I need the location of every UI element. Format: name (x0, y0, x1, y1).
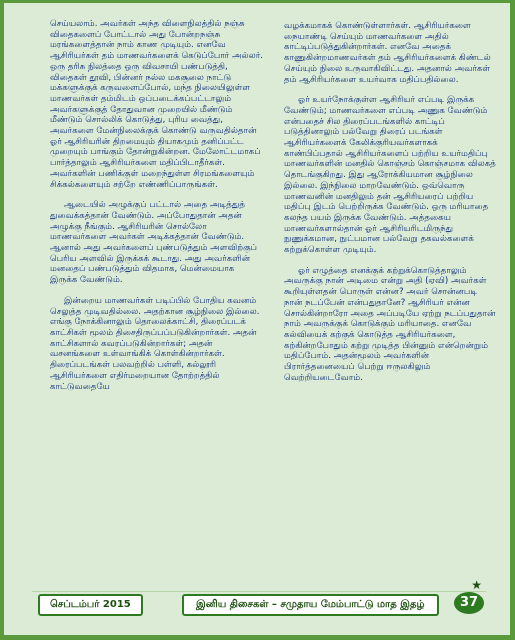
paragraph: செய்யலாம். அவர்கள் அந்த விளைநிலத்தில் நஞ்சு விதைகளைப் போட்டால் அது போன்றநஞ்சு மரங்களைத்தான் நாம் காண முடியும். எனவே ஆசிரியர்கள் தம் மாணவர்களைக் கெடுப்போர் அல்லர். ஒரு தரிசு நிலத்தை ஒரு விவசாயி பண்படுத்தி, விதைகள் தூவி, பின்னர் நல்ல மகசூலை நாட்டு மக்களுக்குக் கருவளைப்போல், மந்த நிலையிலுள்ள மாணவர்கள் தம்மிடம் ஒப்படைக்கப்பட்டாலும் அவர்களுக்குத் தோதுவான முறையில் மீண்டும் மீண்டும் சொல்லிக் கொடுத்து, புரிய வைத்து, அவர்களை மேன்நிலைக்குக் கொண்டு வருவதில்தான் ஓர் ஆசிரியரின் திறமையும் தியாகமும் தனிப்பட்ட முறையும் பாங்கும் தோன்றுகின்றன. மேலோட்டமாகப் பார்த்தாலும் ஆசிரியர்களை மதிப்பிடாதீர்கள். அவர்களின் பணிக்குள் மறைந்துள்ள சிரமங்களையும் சிக்கல்களையும் சற்றே எண்ணிப்பாருங்கள். (50, 19, 264, 190)
paragraph: ஓர் உயர்நோக்குள்ள ஆசிரியர் எப்படி இருக்க வேண்டும்; மாணவர்களை எப்படி அணுக வேண்டும் என்பதைச் சில திரைப்படங்களில் காட்டிப் படுத்தினாலும் பல்வேறு திரைப் படங்கள் ஆசிரியர்களைக் கேலிக்குரியவர்களாகக் காண்பிப்பதால் ஆசிரியர்களைப் பற்றிய உயர்மதிப்பு மாணவர்களின் மனதில் கொஞ்சம் கொஞ்சமாக விலகத் தொடங்குகிறது. இது ஆரோக்கியமான சூழ்நிலை இல்லை. இந்நிலை மாறவேண்டும். ஒவ்வொரு மாணவனின் மனதிலும் தன் ஆசிரியரைப் பற்றிய மதிப்பு இடம் பெற்றிருக்க வேண்டும். ஒரு மரியாதை கலந்த பயம் இருக்க வேண்டும். அத்தகைய மாணவர்களால்தான் ஓர் ஆசிரியரிடமிருந்து நுணுக்கமான, நுட்பமான பல்வேறு தகவல்களைக் கற்றுக்கொள்ள முடியும். (284, 95, 496, 256)
right-column (284, 21, 498, 394)
paragraph: ஓர் எழுத்தை எனக்குக் கற்றுக்கொடுத்தாலும் அவருக்கு நான் அடிமை என்று அதி (ஏவி) அவர்கள் கூறியுள்ளதன் பொருள் என்ன? அவர் சொன்னபடி நான் நடப்பேன் என்பதுதானே? ஆசிரியர் என்ன சொல்கின்றாரோ அதை அப்படியே ஏற்று நடப்பதுதான் நாம் அவருக்குக் கொடுக்கும் மரியாதை. எனவே கல்வியைக் கற்குக் கொடுத்த ஆசிரியர்களை, கற்கின்றபோதும் கற்று முடித்த பின்னும் என்றென்றும் மதிப்போம். அதன்மூலம் அவர்களின் பிரார்த்தனையைப் பெற்று ஈருலகிலும் வெற்றியடைவோம். (284, 265, 496, 383)
left-column (50, 19, 264, 402)
paragraph: வழக்கமாகக் கொண்டுள்ளார்கள். ஆசிரியர்களை நையாண்டி செய்யும் மாணவர்களை அதில் காட்டிப்படுத்துகின்றார்கள். எனவே அதைக் காணுகின்றமாணவர்கள் தம் ஆசிரியர்களைக் கிண்டல் செய்யும் நிலை உருவாகிவிட்டது. அதனால் அவர்கள் தம் ஆசிரியர்களை உயர்வாக மதிப்பதில்லை. (284, 21, 491, 85)
magazine-page (4, 3, 510, 635)
page-footer (32, 578, 486, 614)
paragraph: ஆடையில் அழுக்குப் பட்டால் அதை அடித்துத் துவைக்கத்தான் வேண்டும். அப்போதுதான் அதன் அழுக்கு நீங்கும். ஆசிரியரின் சொல்லோ மாணவர்களை அவர்கள் அடிக்கத்தான் வேண்டும். ஆனால் அது அவர்களைப் புண்படுத்தும் அளவிற்குப் பெரிய அளவில் இருக்கக் கூடாது. அது அவர்களின் மனதைப் பண்படுத்தும் விதமாக, மென்மையாக இருக்க வேண்டும். (50, 200, 258, 286)
paragraph: இன்றைய மாணவர்கள் படிப்பில் போதிய கவனம் செலுத்த முடிவதில்லை. அதற்கான சூழ்நிலை இல்லை. எங்கு நோக்கினாலும் தொலைக்காட்சி, திரைப்படக் காட்சிகள் மூலம் திசைதிருப்பப்படுகின்றார்கள். அதன் காட்சிகளால் கவரப்படுகின்றார்கள்; அதன் வசனங்களை உள்வாங்கிக் கொள்கின்றார்கள். திரைப்படங்கள் பலவற்றில் பள்ளி, கல்லூரி ஆசிரியர்களை எதிர்மறையான தோற்றத்தில் காட்டுவதையே (50, 295, 260, 392)
page-number: 37 (454, 592, 484, 614)
issue-date: செப்டம்பர் 2015 (38, 594, 143, 616)
star-icon: ★ (471, 578, 482, 592)
magazine-title: இனிய திசைகள் – சமுதாய மேம்பாட்டு மாத இதழ் (182, 594, 439, 616)
